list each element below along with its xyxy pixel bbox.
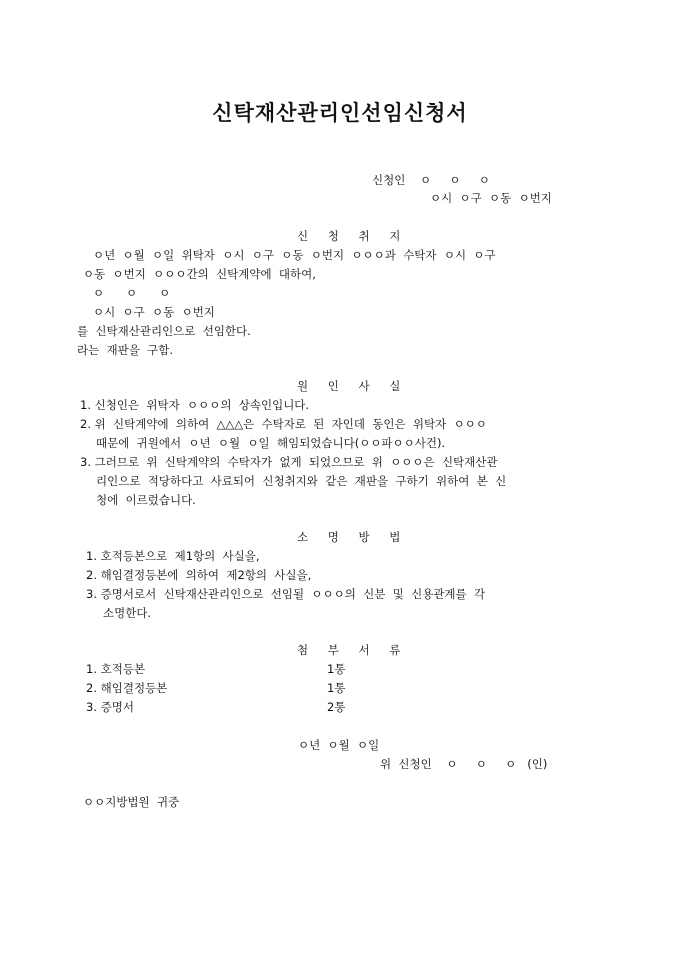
attachment-count: 1통 <box>327 681 346 695</box>
evidence-line: 3. 증명서로서 신탁재산관리인으로 선임될 ㅇㅇㅇ의 신분 및 신용관계를 각 <box>86 587 486 601</box>
evidence-line: 1. 호적등본으로 제1항의 사실을, <box>86 549 260 563</box>
attachment-name: 2. 해임결정등본 <box>86 681 168 695</box>
cause-line: 청에 이르렀습니다. <box>96 493 196 507</box>
cause-line: 1. 신청인은 위탁자 ㅇㅇㅇ의 상속인입니다. <box>80 398 310 412</box>
attachment-name: 3. 증명서 <box>86 700 134 714</box>
evidence-heading: 소 명 방 법 <box>297 530 402 544</box>
evidence-line: 소명한다. <box>103 606 152 620</box>
cause-line: 3. 그러므로 위 신탁계약의 수탁자가 없게 되었으므로 위 ㅇㅇㅇ은 신탁재산관 <box>80 455 498 469</box>
cause-line: 리인으로 적당하다고 사료되어 신청취지와 같은 재판을 구하기 위하여 본 신 <box>96 474 507 488</box>
cause-line: 때문에 귀원에서 ㅇ년 ㅇ월 ㅇ일 해임되었습니다(ㅇㅇ파ㅇㅇ사건). <box>96 436 446 450</box>
attachment-count: 2통 <box>327 700 346 714</box>
attachment-count: 1통 <box>327 662 346 676</box>
closing-signature: 위 신청인 ㅇ ㅇ ㅇ (인) <box>380 757 548 771</box>
court-name: ㅇㅇ지방법원 귀중 <box>83 795 180 809</box>
purpose-line: ㅇ년 ㅇ월 ㅇ일 위탁자 ㅇ시 ㅇ구 ㅇ동 ㅇ번지 ㅇㅇㅇ과 수탁자 ㅇ시 ㅇ구 <box>93 248 496 262</box>
cause-line: 2. 위 신탁계약에 의하여 △△△은 수탁자로 된 자인데 동인은 위탁자 ㅇㅇㅇ <box>80 417 487 431</box>
applicant-label: 신청인 ㅇ ㅇ ㅇ <box>372 173 490 187</box>
attachments-heading: 첨 부 서 류 <box>297 643 402 657</box>
applicant-address: ㅇ시 ㅇ구 ㅇ동 ㅇ번지 <box>430 191 552 205</box>
purpose-line: 를 신탁재산관리인으로 선임한다. <box>77 324 251 338</box>
purpose-line: ㅇ ㅇ ㅇ <box>93 286 171 300</box>
document-title: 신탁재산관리인선임신청서 <box>212 100 468 125</box>
purpose-heading: 신 청 취 지 <box>297 229 402 243</box>
evidence-line: 2. 해임결정등본에 의하여 제2항의 사실을, <box>86 568 312 582</box>
cause-heading: 원 인 사 실 <box>297 379 402 393</box>
purpose-line: 라는 재판을 구함. <box>77 343 174 357</box>
attachment-name: 1. 호적등본 <box>86 662 146 676</box>
closing-date: ㅇ년 ㅇ월 ㅇ일 <box>298 738 380 752</box>
purpose-line: ㅇ시 ㅇ구 ㅇ동 ㅇ번지 <box>93 305 215 319</box>
purpose-line: ㅇ동 ㅇ번지 ㅇㅇㅇ간의 신탁계약에 대하여, <box>83 267 316 281</box>
